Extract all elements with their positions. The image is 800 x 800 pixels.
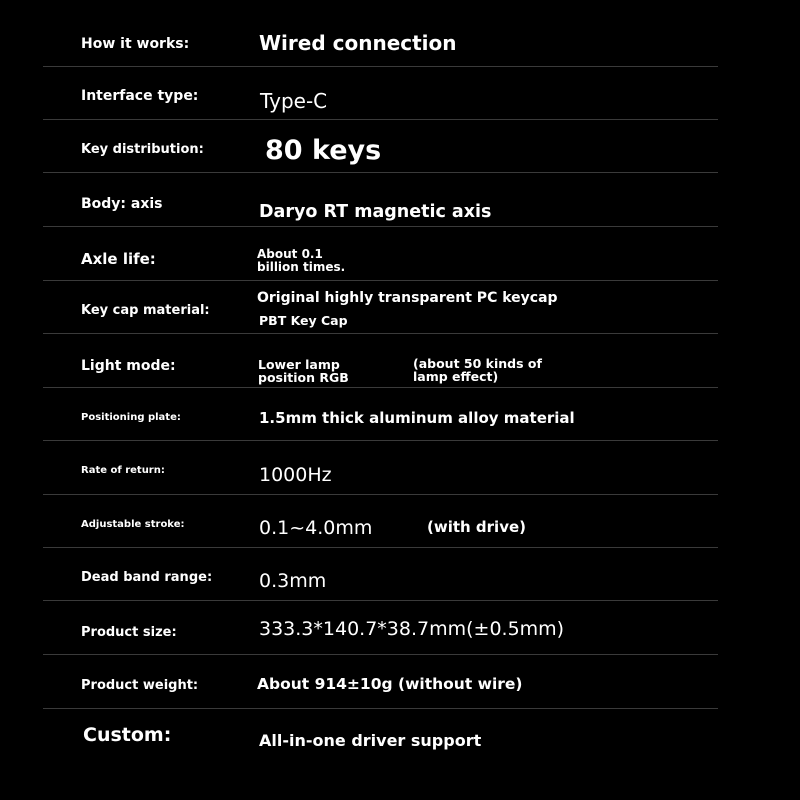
adjustable-stroke-label: Adjustable stroke: <box>81 519 185 530</box>
product-weight-label: Product weight: <box>81 678 199 693</box>
product-size-label: Product size: <box>81 625 177 640</box>
key-distribution-label: Key distribution: <box>81 142 204 157</box>
row-divider <box>43 172 718 173</box>
row-divider <box>43 708 718 709</box>
product-size-value: 333.3*140.7*38.7mm(±0.5mm) <box>259 618 565 640</box>
how-it-works-label: How it works: <box>81 36 190 52</box>
light-mode-value-b-line1: (about 50 kinds of <box>413 356 542 371</box>
axle-life-value-line1: About 0.1 <box>257 247 323 261</box>
row-divider <box>43 387 718 388</box>
row-divider <box>43 654 718 655</box>
how-it-works-value: Wired connection <box>259 31 457 55</box>
adjustable-stroke-note: (with drive) <box>427 518 527 536</box>
key-cap-material-value-line1: Original highly transparent PC keycap <box>257 290 558 306</box>
axle-life-label: Axle life: <box>81 250 156 268</box>
interface-type-value: Type-C <box>260 89 328 113</box>
rate-of-return-label: Rate of return: <box>81 465 165 476</box>
row-divider <box>43 440 718 441</box>
positioning-plate-value: 1.5mm thick aluminum alloy material <box>259 409 575 427</box>
row-divider <box>43 333 718 334</box>
row-divider <box>43 119 718 120</box>
row-divider <box>43 600 718 601</box>
axle-life-value-line2: billion times. <box>257 260 346 274</box>
light-mode-value-a-line1: Lower lamp <box>258 357 340 372</box>
key-distribution-value: 80 keys <box>265 135 382 166</box>
row-divider <box>43 494 718 495</box>
key-cap-material-value-line2: PBT Key Cap <box>259 313 348 328</box>
positioning-plate-label: Positioning plate: <box>81 412 181 423</box>
body-axis-label: Body: axis <box>81 196 163 212</box>
rate-of-return-value: 1000Hz <box>259 464 332 486</box>
light-mode-label: Light mode: <box>81 358 176 374</box>
interface-type-label: Interface type: <box>81 88 199 104</box>
row-divider <box>43 226 718 227</box>
light-mode-value-a-line2: position RGB <box>258 370 349 385</box>
adjustable-stroke-value: 0.1~4.0mm <box>259 517 373 539</box>
key-cap-material-label: Key cap material: <box>81 303 210 318</box>
row-divider <box>43 547 718 548</box>
body-axis-value: Daryo RT magnetic axis <box>259 202 492 222</box>
dead-band-range-value: 0.3mm <box>259 570 327 592</box>
light-mode-value-b-line2: lamp effect) <box>413 369 499 384</box>
custom-label: Custom: <box>83 724 172 746</box>
row-divider <box>43 66 718 67</box>
custom-value: All-in-one driver support <box>259 731 482 750</box>
row-divider <box>43 280 718 281</box>
dead-band-range-label: Dead band range: <box>81 570 213 585</box>
product-weight-value: About 914±10g (without wire) <box>257 675 523 693</box>
